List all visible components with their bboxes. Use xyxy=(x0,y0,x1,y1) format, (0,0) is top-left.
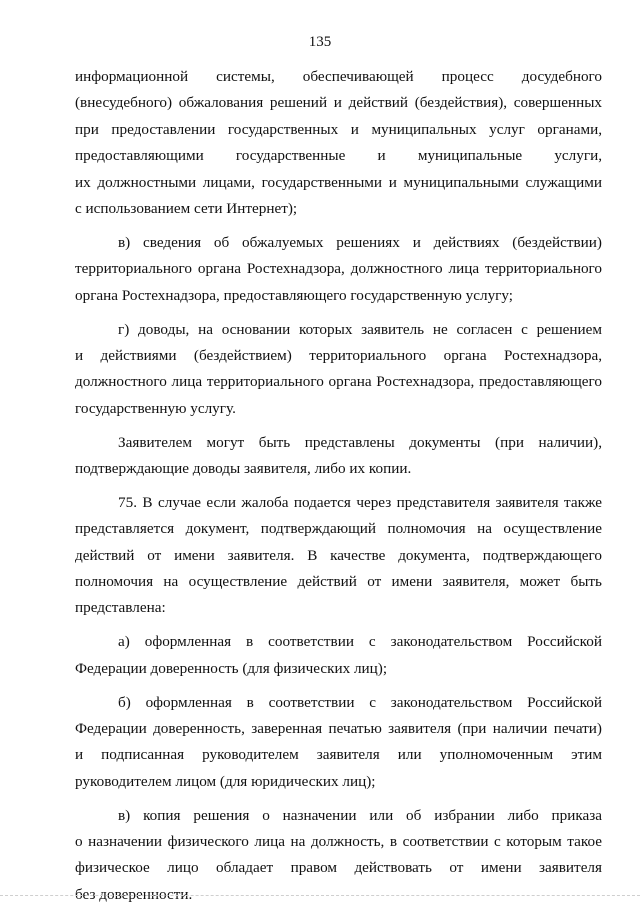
text-line: и действиями (бездействием) территориального органа Ростехнадзора, xyxy=(75,346,602,364)
paragraph-item-g-arguments xyxy=(75,317,602,423)
page-number: 135 xyxy=(308,34,332,50)
text-line: без доверенности. xyxy=(75,885,193,903)
text-line: государственную услугу. xyxy=(75,399,236,417)
text-line: органа Ростехнадзора, предоставляющего государственную услугу; xyxy=(75,286,514,304)
text-line: (внесудебного) обжалования решений и действий (бездействия), совершенных xyxy=(75,94,602,112)
text-line: их должностными лицами, государственными и муниципальными служащими xyxy=(75,173,602,191)
text-line: о назначении физического лица на должность, в соответствии с которым такое xyxy=(75,833,602,851)
text-line: 75. В случае если жалоба подается через представителя заявителя также xyxy=(118,493,602,511)
text-line: б) оформленная в соответствии с законодательством Российской xyxy=(118,693,602,711)
paragraph-item-b-certified-attorney xyxy=(75,690,602,796)
text-line: физическое лицо обладает правом действовать от имени заявителя xyxy=(75,859,602,877)
text-line: предоставляющими государственные и муниципальные услуги, xyxy=(75,147,602,165)
text-line: полномочия на осуществление действий от имени заявителя, может быть xyxy=(75,573,602,591)
paragraph-item-v-appointment-copy xyxy=(75,803,602,908)
text-line: Федерации доверенность (для физических лиц); xyxy=(75,659,388,677)
text-line: представляется документ, подтверждающий полномочия на осуществление xyxy=(75,520,602,538)
text-line: в) сведения об обжалуемых решениях и действиях (бездействии) xyxy=(118,233,602,251)
paragraph-section-75 xyxy=(75,490,602,622)
text-line: Федерации доверенность, заверенная печатью заявителя (при наличии печати) xyxy=(75,719,602,737)
text-line: г) доводы, на основании которых заявитель не согласен с решением xyxy=(118,320,602,338)
text-line: территориального органа Ростехнадзора, должностного лица территориального xyxy=(75,260,602,278)
text-line: с использованием сети Интернет); xyxy=(75,199,298,217)
text-line: должностного лица территориального органа Ростехнадзора, предоставляющего xyxy=(75,373,602,391)
text-line: информационной системы, обеспечивающей процесс досудебного xyxy=(75,68,602,85)
paragraph-applicant-documents xyxy=(75,430,602,483)
paragraph-item-v-info xyxy=(75,230,602,309)
paragraph-item-a-power-of-attorney xyxy=(75,629,602,682)
text-line: при предоставлении государственных и муниципальных услуг органами, xyxy=(75,120,602,138)
text-line: представлена: xyxy=(75,599,166,617)
page-bottom-edge xyxy=(0,895,640,896)
text-line: подтверждающие доводы заявителя, либо их копии. xyxy=(75,459,412,477)
text-line: и подписанная руководителем заявителя или уполномоченным этим xyxy=(75,746,602,764)
text-line: в) копия решения о назначении или об избрании либо приказа xyxy=(118,806,602,824)
document-body xyxy=(75,64,602,908)
paragraph-interactive-system xyxy=(75,64,602,222)
text-line: действий от имени заявителя. В качестве документа, подтверждающего xyxy=(75,546,602,564)
text-line: Заявителем могут быть представлены документы (при наличии), xyxy=(118,433,602,451)
text-line: руководителем лицом (для юридических лиц); xyxy=(75,772,376,790)
text-line: а) оформленная в соответствии с законодательством Российской xyxy=(118,633,602,651)
